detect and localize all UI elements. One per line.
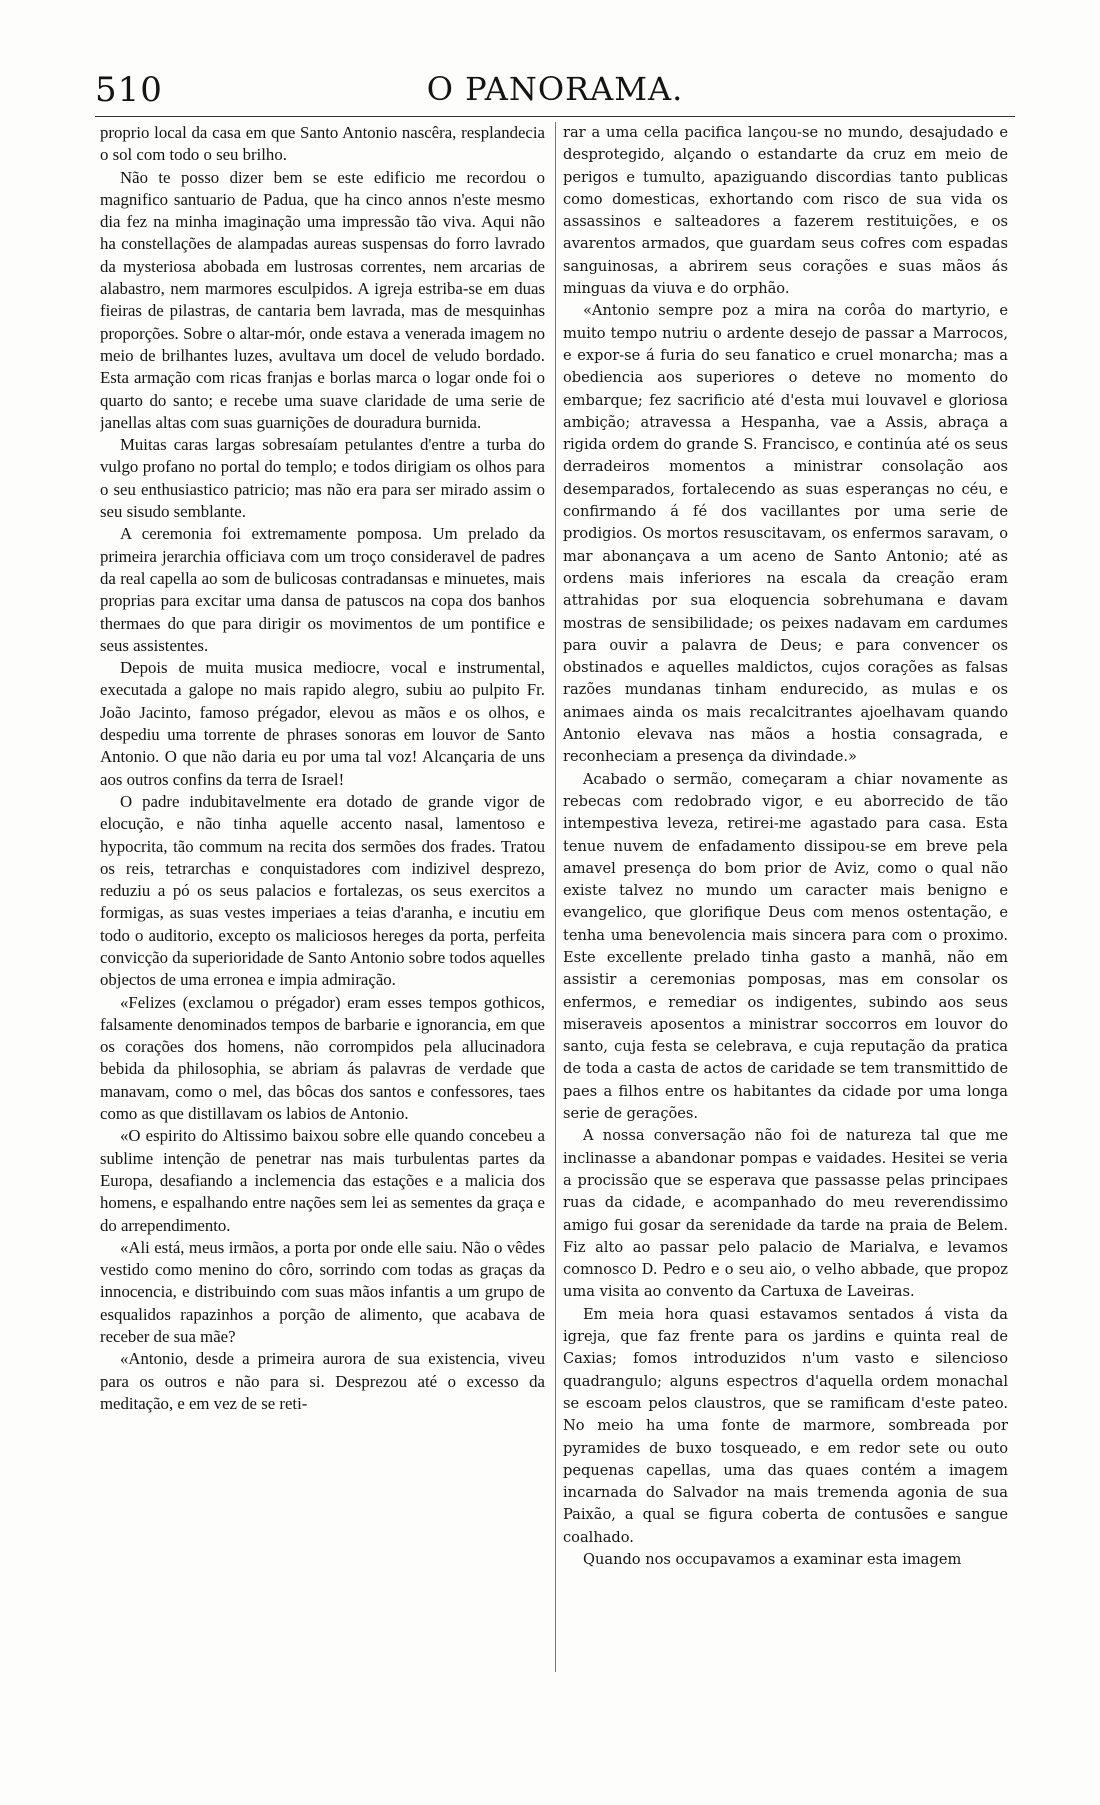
paragraph: «O espirito do Altissimo baixou sobre elle quando concebeu a sublime intenção de penetrar nas mais turbulentas partes da Europa, desafiando a inclemencia das estações e a malicia dos homens, e espalhando entre nações sem lei as sementes da graça e do arrependimento. — [100, 1126, 545, 1235]
paragraph: Em meia hora quasi estavamos sentados á vista da igreja, que faz frente para os jardins e quinta real de Caxias; fomos introduzidos n'um vasto e silencioso quadrangulo; alguns espectros d'aquella ordem monachal se escoam pelos claustros, que se ramificam d'este pateo. No meio ha uma fonte de marmore, sombreada por pyramides de buxo tosqueado, e em redor sete ou outo pequenas capellas, uma das quaes contém a imagem incarnada do Salvador na mais tremenda agonia de sua Paixão, a qual se figura coberta de contusões e sangue coalhado. — [563, 1305, 1008, 1546]
paragraph: Quando nos occupavamos a examinar esta imagem — [583, 1551, 962, 1568]
paragraph: «Felizes (exclamou o prégador) eram esses tempos gothicos, falsamente denominados tempos de barbarie e ignorancia, em que os corações dos homens, não corrompidos pela allucinadora bebida da philosophia, se abriam ás palavras de verdade que manavam, como o mel, das bôcas dos santos e confessores, taes como as que distillavam os labios de Antonio. — [100, 992, 545, 1124]
paragraph: «Antonio sempre poz a mira na corôa do martyrio, e muito tempo nutriu o ardente desejo de passar a Marrocos, e expor-se á furia do seu fanatico e cruel monarcha; mas a obediencia aos superiores o deteve no momento do embarque; fez sacrificio até d'esta mui louvavel e gloriosa ambição; atravessa a Hespanha, vae a Assis, abraça a rigida ordem do grande S. Francisco, e continúa até os seus derradeiros momentos a ministrar consolação aos desemparados, fortalecendo as suas esperanças no céu, e confirmando á fé dos vacillantes por uma serie de prodigios. Os mortos resuscitavam, os enfermos saravam, o mar abonançava a um aceno de Santo Antonio; até as ordens mais inferiores na escala da creação eram attrahidas por sua eloquencia sobrehumana e davam mostras de sensibilidade; os peixes nadavam em cardumes para ouvir a palavra de Deus; e para convencer os obstinados e aquelles maldictos, cujos corações as falsas razões mundanas tinham endurecido, as mulas e os animaes ainda os mais recalcitrantes ajoelhavam quando Antonio elevava nas mãos a hostia consagrada, e reconheciam a presença da divindade.» — [563, 302, 1008, 766]
paragraph: Depois de muita musica mediocre, vocal e instrumental, executada a galope no mais rapido alegro, subiu ao pulpito Fr. João Jacinto, famoso prégador, elevou as mãos e os olhos, e despediu uma torrente de phrases sonoras em louvor de Santo Antonio. O que não daria eu por uma tal voz! Alcançaria de uns aos outros confins da terra de Israel! — [100, 658, 545, 789]
paragraph: Acabado o sermão, começaram a chiar novamente as rebecas com redobrado vigor, e eu aborrecido de tão intempestiva leveza, retirei-me agastado para casa. Esta tenue nuvem de enfadamento dissipou-se em breve pela amavel presença do bom prior de Aviz, como o qual não existe talvez no mundo um caracter mais benigno e evangelico, que glorifique Deus com menos ostentação, e tenha uma benevolencia mais sincera para com o proximo. Este excellente prelado tinha gasto a manhã, não em assistir a ceremonias pomposas, mas em consolar os enfermos, e remediar os indigentes, subindo aos seus miseraveis aposentos a ministrar soccorros em louvor do santo, cuja festa se celebrava, e cuja reputação da pratica de toda a casta de actos de caridade se tem transmittido de paes a filhos entre os habitantes da cidade por uma longa serie de gerações. — [563, 770, 1008, 1123]
paragraph: «Ali está, meus irmãos, a porta por onde elle saiu. Não o vêdes vestido como menino do côro, sorrindo com todas as graças da innocencia, e distribuindo com suas mãos infantis a um grupo de esqualidos rapazinhos a porção de alimento, que acabava de receber de sua mãe? — [100, 1237, 545, 1347]
paragraph: «Antonio, desde a primeira aurora de sua existencia, viveu para os outros e não para si. Desprezou até o excesso da meditação, e em vez de se reti- — [100, 1349, 545, 1413]
paragraph: rar a uma cella pacifica lançou-se no mundo, desajudado e desprotegido, alçando o estandarte da cruz em meio de perigos e tumulto, apaziguando discordias tanto publicas como domesticas, exhortando com risco de sua vida os assassinos e salteadores a fazerem restituições, e os avarentos armados, que guardam seus cofres com espadas sanguinosas, a abrirem seus corações e suas mãos ás minguas da viuva e do orphão. — [563, 124, 1008, 298]
paragraph: O padre indubitavelmente era dotado de grande vigor de elocução, e não tinha aquelle accento nasal, lamentoso e hypocrita, tão commum na recita dos sermões dos frades. Tratou os reis, tetrarchas e conquistadores com indizivel desprezo, reduziu a pó os seus palacios e fortalezas, os seus exercitos a formigas, as suas vestes imperiaes a teias d'aranha, e incutiu em todo o auditorio, excepto os maliciosos hereges da porta, perfeita convicção da superioridade de Santo Antonio sobre todos aquelles objectos de uma erronea e impia admiração. — [100, 791, 545, 990]
left-column — [100, 122, 545, 1782]
column-divider — [555, 122, 556, 1672]
right-column — [563, 122, 1008, 1782]
page-header — [95, 70, 1015, 110]
paragraph: Muitas caras largas sobresaíam petulantes d'entre a turba do vulgo profano no portal do templo; e todos dirigiam os olhos para o seu enthusiastico patricio; mas não era para ser mirado assim o seu sisudo semblante. — [100, 435, 545, 522]
page-number: 510 — [95, 70, 163, 110]
paragraph: A nossa conversação não foi de natureza tal que me inclinasse a abandonar pompas e vaidades. Hesitei se veria a procissão que se esperava que passasse pelas principaes ruas da cidade, e acompanhado do meu reverendissimo amigo fui gosar da serenidade da tarde na praia de Belem. Fiz alto ao passar pelo palacio de Marialva, e levamos comnosco D. Pedro e o seu aio, o velho abbade, que propoz uma visita ao convento da Cartuxa de Laveiras. — [563, 1127, 1008, 1301]
paragraph: proprio local da casa em que Santo Antonio nascêra, resplandecia o sol com todo o seu brilho. — [100, 123, 545, 165]
paragraph: A ceremonia foi extremamente pomposa. Um prelado da primeira jerarchia officiava com um troço consideravel de padres da real capella ao som de bulicosas contradansas e minuetes, mais proprias para excitar uma dansa de patuscos na copa dos banhos thermaes do que para dirigir os movimentos de um pontifice e seus assistentes. — [100, 524, 545, 655]
paragraph: Não te posso dizer bem se este edificio me recordou o magnifico santuario de Padua, que ha cinco annos n'este mesmo dia fez na minha imaginação uma impressão tão viva. Aqui não ha constellações de alampadas aureas suspensas do forro lavrado da mysteriosa abobada em lustrosas correntes, nem arcarias de alabastro, nem marmores esculpidos. A igreja estriba-se em duas fieiras de pilastras, de cantaria bem lavrada, mas de mesquinhas proporções. Sobre o altar-mór, onde estava a venerada imagem no meio de brilhantes luzes, avultava um docel de veludo bordado. Esta armação com ricas franjas e borlas marca o logar onde foi o quarto do santo; e recebe uma suave claridade de uma serie de janellas altas com suas guarnições de douradura burnida. — [100, 167, 545, 432]
header-rule — [95, 116, 1015, 117]
running-title: O PANORAMA. — [426, 70, 684, 108]
